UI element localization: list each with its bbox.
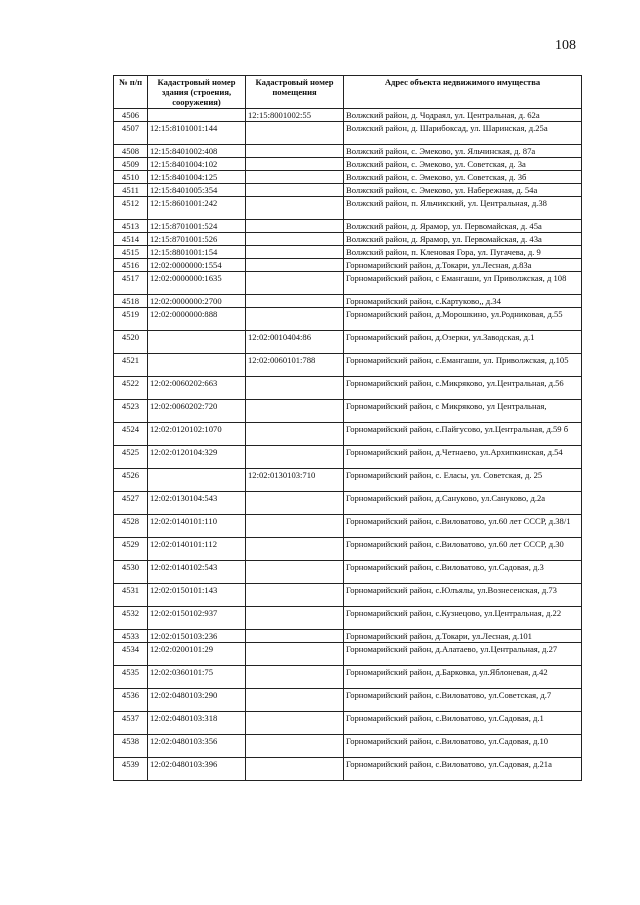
object-address: Волжский район, д. Ярамор, ул. Первомайская, д. 45а bbox=[344, 220, 582, 233]
object-address: Волжский район, с. Эмеково, ул. Советская, д. 3а bbox=[344, 158, 582, 171]
building-cadastral-number bbox=[148, 469, 246, 492]
building-cadastral-number: 12:02:0060202:663 bbox=[148, 377, 246, 400]
row-number: 4533 bbox=[114, 630, 148, 643]
table-row bbox=[114, 377, 582, 400]
room-cadastral-number bbox=[246, 423, 344, 446]
building-cadastral-number: 12:02:0150103:236 bbox=[148, 630, 246, 643]
table-row bbox=[114, 272, 582, 295]
room-cadastral-number bbox=[246, 492, 344, 515]
room-cadastral-number bbox=[246, 308, 344, 331]
object-address: Горномарийский район, с.Виловатово, ул.60 лет СССР, д.30 bbox=[344, 538, 582, 561]
object-address: Горномарийский район, с.Виловатово, ул.Советская, д.7 bbox=[344, 689, 582, 712]
table-row bbox=[114, 354, 582, 377]
table-row bbox=[114, 184, 582, 197]
room-cadastral-number bbox=[246, 145, 344, 158]
table-row bbox=[114, 735, 582, 758]
object-address: Волжский район, д. Шарибоксад, ул. Шаринская, д.25а bbox=[344, 122, 582, 145]
table-row bbox=[114, 122, 582, 145]
object-address: Горномарийский район, с.Юлъялы, ул.Вознесенская, д.73 bbox=[344, 584, 582, 607]
row-number: 4507 bbox=[114, 122, 148, 145]
object-address: Горномарийский район, д.Токари, ул.Лесная, д.101 bbox=[344, 630, 582, 643]
row-number: 4506 bbox=[114, 109, 148, 122]
table-row bbox=[114, 492, 582, 515]
room-cadastral-number bbox=[246, 643, 344, 666]
object-address: Горномарийский район, д.Морошкино, ул.Родниковая, д.55 bbox=[344, 308, 582, 331]
row-number: 4526 bbox=[114, 469, 148, 492]
table-row bbox=[114, 607, 582, 630]
row-number: 4536 bbox=[114, 689, 148, 712]
building-cadastral-number: 12:02:0000000:888 bbox=[148, 308, 246, 331]
table-row bbox=[114, 758, 582, 781]
room-cadastral-number bbox=[246, 246, 344, 259]
header-building-cadastral: Кадастровый номер здания (строения, сооружения) bbox=[148, 76, 246, 109]
table-row bbox=[114, 446, 582, 469]
table-row bbox=[114, 233, 582, 246]
room-cadastral-number bbox=[246, 515, 344, 538]
room-cadastral-number bbox=[246, 735, 344, 758]
row-number: 4510 bbox=[114, 171, 148, 184]
room-cadastral-number bbox=[246, 259, 344, 272]
room-cadastral-number bbox=[246, 233, 344, 246]
building-cadastral-number: 12:02:0000000:2700 bbox=[148, 295, 246, 308]
table-row bbox=[114, 689, 582, 712]
room-cadastral-number: 12:02:0130103:710 bbox=[246, 469, 344, 492]
building-cadastral-number: 12:02:0140102:543 bbox=[148, 561, 246, 584]
row-number: 4518 bbox=[114, 295, 148, 308]
row-number: 4531 bbox=[114, 584, 148, 607]
building-cadastral-number: 12:02:0480103:356 bbox=[148, 735, 246, 758]
object-address: Горномарийский район, с. Еласы, ул. Советская, д. 25 bbox=[344, 469, 582, 492]
object-address: Горномарийский район, с.Картуково,, д.34 bbox=[344, 295, 582, 308]
building-cadastral-number: 12:15:8401005:354 bbox=[148, 184, 246, 197]
table-row bbox=[114, 109, 582, 122]
table-row bbox=[114, 331, 582, 354]
building-cadastral-number: 12:02:0120102:1070 bbox=[148, 423, 246, 446]
room-cadastral-number bbox=[246, 184, 344, 197]
room-cadastral-number bbox=[246, 561, 344, 584]
building-cadastral-number: 12:02:0060202:720 bbox=[148, 400, 246, 423]
building-cadastral-number: 12:02:0130104:543 bbox=[148, 492, 246, 515]
building-cadastral-number: 12:02:0140101:110 bbox=[148, 515, 246, 538]
building-cadastral-number: 12:15:8601001:242 bbox=[148, 197, 246, 220]
room-cadastral-number bbox=[246, 607, 344, 630]
room-cadastral-number bbox=[246, 630, 344, 643]
row-number: 4535 bbox=[114, 666, 148, 689]
object-address: Горномарийский район, д.Барковка, ул.Яблоневая, д.42 bbox=[344, 666, 582, 689]
room-cadastral-number bbox=[246, 400, 344, 423]
room-cadastral-number bbox=[246, 689, 344, 712]
row-number: 4522 bbox=[114, 377, 148, 400]
object-address: Волжский район, п. Кленовая Гора, ул. Пугачева, д. 9 bbox=[344, 246, 582, 259]
row-number: 4532 bbox=[114, 607, 148, 630]
object-address: Горномарийский район, д.Сануково, ул.Сануково, д.2а bbox=[344, 492, 582, 515]
row-number: 4512 bbox=[114, 197, 148, 220]
building-cadastral-number: 12:15:8701001:524 bbox=[148, 220, 246, 233]
row-number: 4537 bbox=[114, 712, 148, 735]
table-row bbox=[114, 158, 582, 171]
object-address: Горномарийский район, д.Четнаево, ул.Архипкинская, д.54 bbox=[344, 446, 582, 469]
object-address: Волжский район, с. Эмеково, ул. Яльчинская, д. 87а bbox=[344, 145, 582, 158]
building-cadastral-number: 12:15:8401004:125 bbox=[148, 171, 246, 184]
row-number: 4523 bbox=[114, 400, 148, 423]
table-row bbox=[114, 423, 582, 446]
object-address: Горномарийский район, с.Кузнецово, ул.Центральная, д.22 bbox=[344, 607, 582, 630]
row-number: 4519 bbox=[114, 308, 148, 331]
object-address: Горномарийский район, д.Токари, ул.Лесная, д.83а bbox=[344, 259, 582, 272]
row-number: 4529 bbox=[114, 538, 148, 561]
table-header-row bbox=[114, 76, 582, 109]
row-number: 4517 bbox=[114, 272, 148, 295]
building-cadastral-number: 12:15:8401004:102 bbox=[148, 158, 246, 171]
table-row bbox=[114, 630, 582, 643]
room-cadastral-number bbox=[246, 122, 344, 145]
object-address: Горномарийский район, с.Пайгусово, ул.Центральная, д.59 б bbox=[344, 423, 582, 446]
building-cadastral-number: 12:02:0480103:290 bbox=[148, 689, 246, 712]
table-row bbox=[114, 469, 582, 492]
building-cadastral-number: 12:02:0150102:937 bbox=[148, 607, 246, 630]
building-cadastral-number: 12:02:0360101:75 bbox=[148, 666, 246, 689]
row-number: 4515 bbox=[114, 246, 148, 259]
object-address: Волжский район, с. Эмеково, ул. Набережная, д. 54а bbox=[344, 184, 582, 197]
object-address: Горномарийский район, с.Виловатово, ул.Садовая, д.21а bbox=[344, 758, 582, 781]
table-row bbox=[114, 171, 582, 184]
row-number: 4530 bbox=[114, 561, 148, 584]
building-cadastral-number: 12:02:0480103:396 bbox=[148, 758, 246, 781]
property-register-table bbox=[113, 75, 582, 781]
building-cadastral-number bbox=[148, 354, 246, 377]
building-cadastral-number: 12:02:0120104:329 bbox=[148, 446, 246, 469]
object-address: Волжский район, п. Яльчикский, ул. Центральная, д.38 bbox=[344, 197, 582, 220]
row-number: 4514 bbox=[114, 233, 148, 246]
row-number: 4527 bbox=[114, 492, 148, 515]
room-cadastral-number bbox=[246, 538, 344, 561]
table-row bbox=[114, 538, 582, 561]
row-number: 4521 bbox=[114, 354, 148, 377]
table-row bbox=[114, 197, 582, 220]
table-row bbox=[114, 584, 582, 607]
object-address: Горномарийский район, д.Алатаево, ул.Центральная, д.27 bbox=[344, 643, 582, 666]
building-cadastral-number bbox=[148, 331, 246, 354]
building-cadastral-number: 12:02:0140101:112 bbox=[148, 538, 246, 561]
building-cadastral-number: 12:15:8801001:154 bbox=[148, 246, 246, 259]
room-cadastral-number bbox=[246, 272, 344, 295]
row-number: 4524 bbox=[114, 423, 148, 446]
row-number: 4516 bbox=[114, 259, 148, 272]
table-row bbox=[114, 246, 582, 259]
building-cadastral-number: 12:02:0000000:1554 bbox=[148, 259, 246, 272]
room-cadastral-number: 12:02:0010404:86 bbox=[246, 331, 344, 354]
table-row bbox=[114, 295, 582, 308]
object-address: Волжский район, д. Чодраял, ул. Центральная, д. 62а bbox=[344, 109, 582, 122]
object-address: Горномарийский район, с Емангаши, ул Приволжская, д 108 bbox=[344, 272, 582, 295]
row-number: 4508 bbox=[114, 145, 148, 158]
table-row bbox=[114, 400, 582, 423]
room-cadastral-number bbox=[246, 295, 344, 308]
table-row bbox=[114, 145, 582, 158]
room-cadastral-number bbox=[246, 197, 344, 220]
header-address: Адрес объекта недвижимого имущества bbox=[344, 76, 582, 109]
building-cadastral-number: 12:02:0200101:29 bbox=[148, 643, 246, 666]
object-address: Волжский район, д. Ярамор, ул. Первомайская, д. 43а bbox=[344, 233, 582, 246]
table-row bbox=[114, 515, 582, 538]
room-cadastral-number bbox=[246, 758, 344, 781]
object-address: Горномарийский район, с.Виловатово, ул.60 лет СССР, д.38/1 bbox=[344, 515, 582, 538]
header-room-cadastral: Кадастровый номер помещения bbox=[246, 76, 344, 109]
building-cadastral-number: 12:02:0150101:143 bbox=[148, 584, 246, 607]
table-row bbox=[114, 308, 582, 331]
room-cadastral-number bbox=[246, 171, 344, 184]
row-number: 4509 bbox=[114, 158, 148, 171]
building-cadastral-number bbox=[148, 109, 246, 122]
building-cadastral-number: 12:02:0480103:318 bbox=[148, 712, 246, 735]
table-row bbox=[114, 259, 582, 272]
object-address: Горномарийский район, с.Виловатово, ул.Садовая, д.3 bbox=[344, 561, 582, 584]
building-cadastral-number: 12:15:8401002:408 bbox=[148, 145, 246, 158]
object-address: Горномарийский район, с.Емангаши, ул. Приволжская, д.105 bbox=[344, 354, 582, 377]
room-cadastral-number bbox=[246, 666, 344, 689]
row-number: 4525 bbox=[114, 446, 148, 469]
row-number: 4538 bbox=[114, 735, 148, 758]
building-cadastral-number: 12:15:8101001:144 bbox=[148, 122, 246, 145]
page-number: 108 bbox=[555, 38, 576, 53]
object-address: Горномарийский район, с.Виловатово, ул.Садовая, д.10 bbox=[344, 735, 582, 758]
row-number: 4513 bbox=[114, 220, 148, 233]
room-cadastral-number bbox=[246, 377, 344, 400]
table-row bbox=[114, 666, 582, 689]
row-number: 4534 bbox=[114, 643, 148, 666]
table-row bbox=[114, 220, 582, 233]
building-cadastral-number: 12:15:8701001:526 bbox=[148, 233, 246, 246]
object-address: Горномарийский район, с Микряково, ул Центральная, bbox=[344, 400, 582, 423]
room-cadastral-number bbox=[246, 446, 344, 469]
room-cadastral-number: 12:02:0060101:788 bbox=[246, 354, 344, 377]
table-row bbox=[114, 643, 582, 666]
building-cadastral-number: 12:02:0000000:1635 bbox=[148, 272, 246, 295]
table-body bbox=[114, 109, 582, 781]
table-row bbox=[114, 561, 582, 584]
row-number: 4520 bbox=[114, 331, 148, 354]
room-cadastral-number: 12:15:8001002:55 bbox=[246, 109, 344, 122]
row-number: 4528 bbox=[114, 515, 148, 538]
room-cadastral-number bbox=[246, 220, 344, 233]
object-address: Горномарийский район, с.Микряково, ул.Центральная, д.56 bbox=[344, 377, 582, 400]
object-address: Горномарийский район, д.Озерки, ул.Заводская, д.1 bbox=[344, 331, 582, 354]
room-cadastral-number bbox=[246, 584, 344, 607]
header-num: № п/п bbox=[114, 76, 148, 109]
table-row bbox=[114, 712, 582, 735]
row-number: 4539 bbox=[114, 758, 148, 781]
object-address: Волжский район, с. Эмеково, ул. Советская, д. 3б bbox=[344, 171, 582, 184]
room-cadastral-number bbox=[246, 712, 344, 735]
room-cadastral-number bbox=[246, 158, 344, 171]
object-address: Горномарийский район, с.Виловатово, ул.Садовая, д.1 bbox=[344, 712, 582, 735]
row-number: 4511 bbox=[114, 184, 148, 197]
